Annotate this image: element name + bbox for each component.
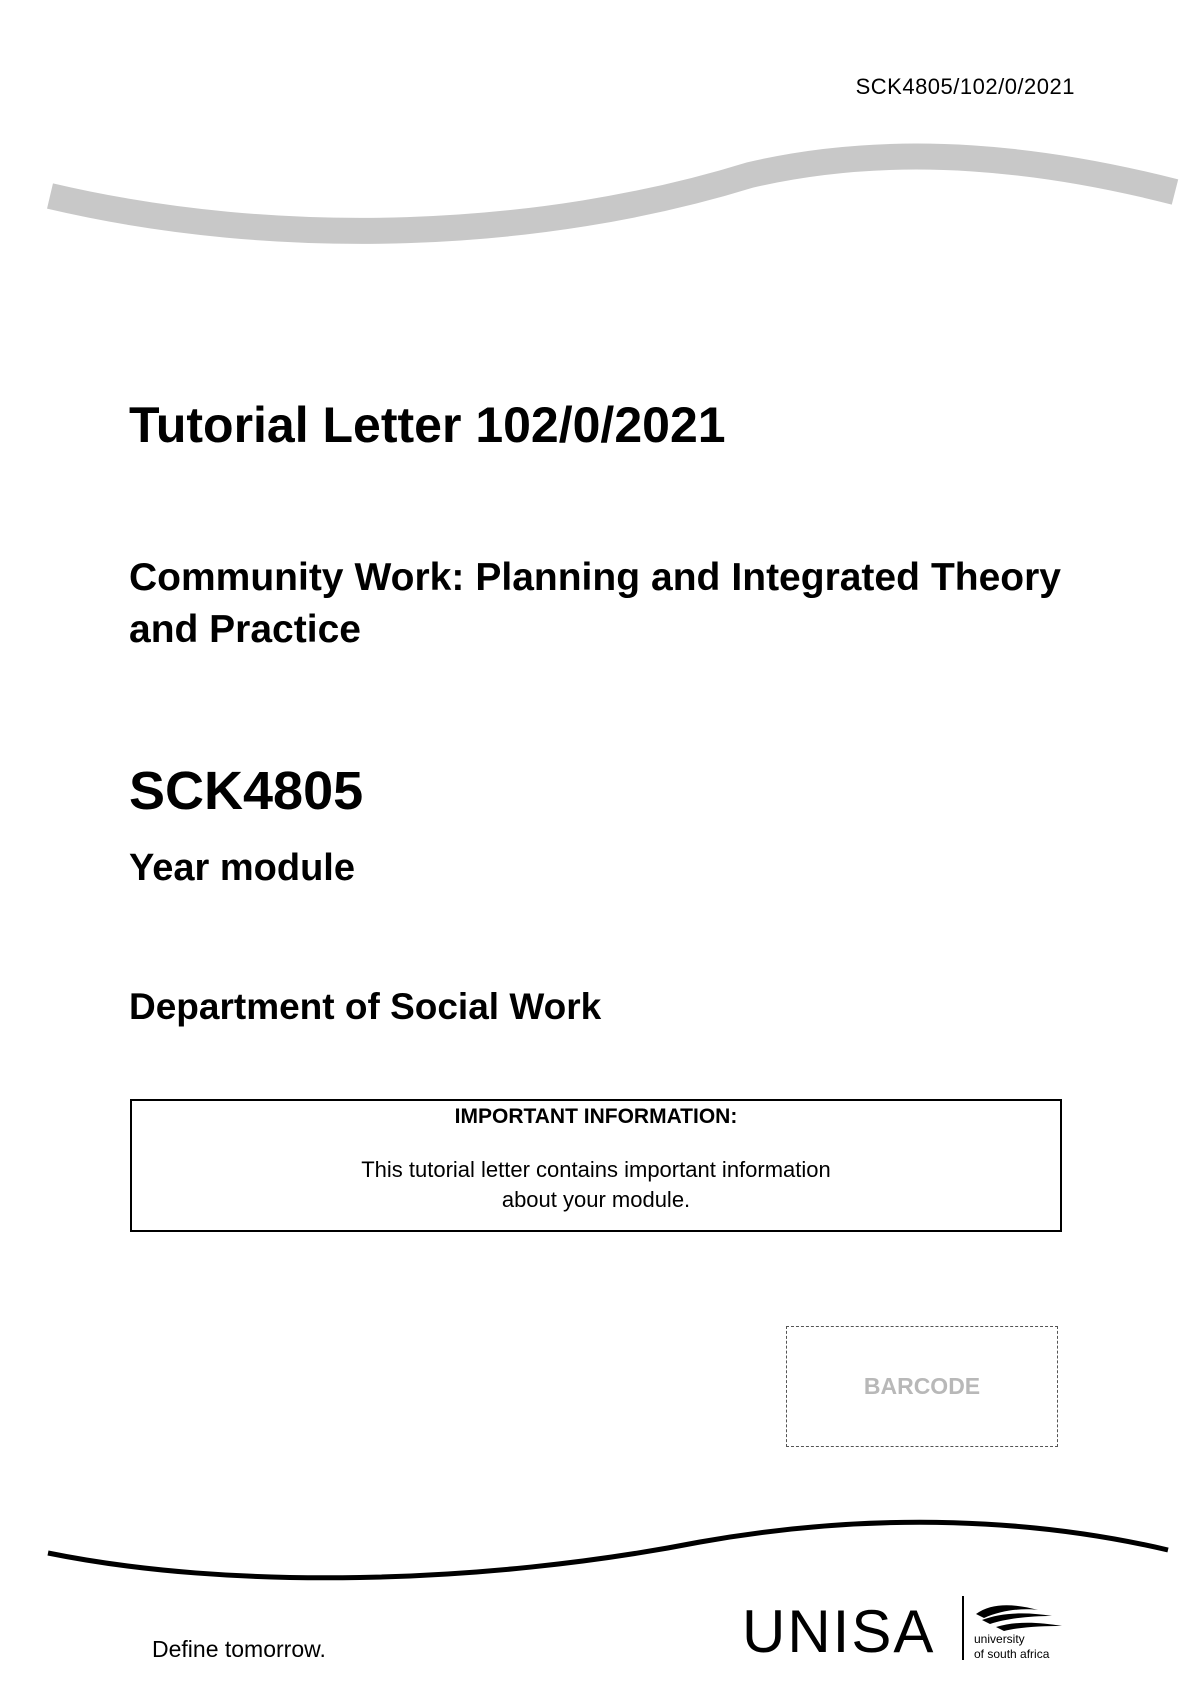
module-type: Year module	[129, 847, 355, 889]
tagline: Define tomorrow.	[152, 1636, 326, 1662]
logo-subtext-line-1: university	[974, 1632, 1025, 1646]
important-information-line-1: This tutorial letter contains important information	[361, 1157, 831, 1182]
document-code: SCK4805/102/0/2021	[855, 74, 1075, 99]
unisa-emblem-icon	[972, 1600, 1072, 1634]
barcode-placeholder	[786, 1326, 1058, 1447]
bottom-wave-path	[48, 1522, 1168, 1578]
top-wave-decoration	[0, 0, 1200, 300]
tutorial-letter-title: Tutorial Letter 102/0/2021	[129, 397, 726, 453]
barcode-label: BARCODE	[863, 1373, 981, 1399]
logo-divider	[962, 1596, 964, 1660]
unisa-logo-subtext	[974, 1632, 1049, 1662]
module-name: Community Work: Planning and Integrated Theory and Practice	[129, 556, 1061, 651]
unisa-logo-text: UNISA	[742, 1598, 936, 1665]
top-wave-path	[50, 157, 1175, 231]
module-code: SCK4805	[129, 761, 364, 821]
logo-subtext-line-2: of south africa	[974, 1647, 1050, 1661]
bottom-wave-decoration	[0, 1480, 1200, 1600]
important-information-line-2: about your module.	[501, 1187, 691, 1212]
important-information-heading: IMPORTANT INFORMATION:	[454, 1105, 738, 1128]
important-information-text	[316, 1155, 876, 1215]
department-name: Department of Social Work	[129, 986, 602, 1027]
important-information-box	[130, 1099, 1062, 1232]
